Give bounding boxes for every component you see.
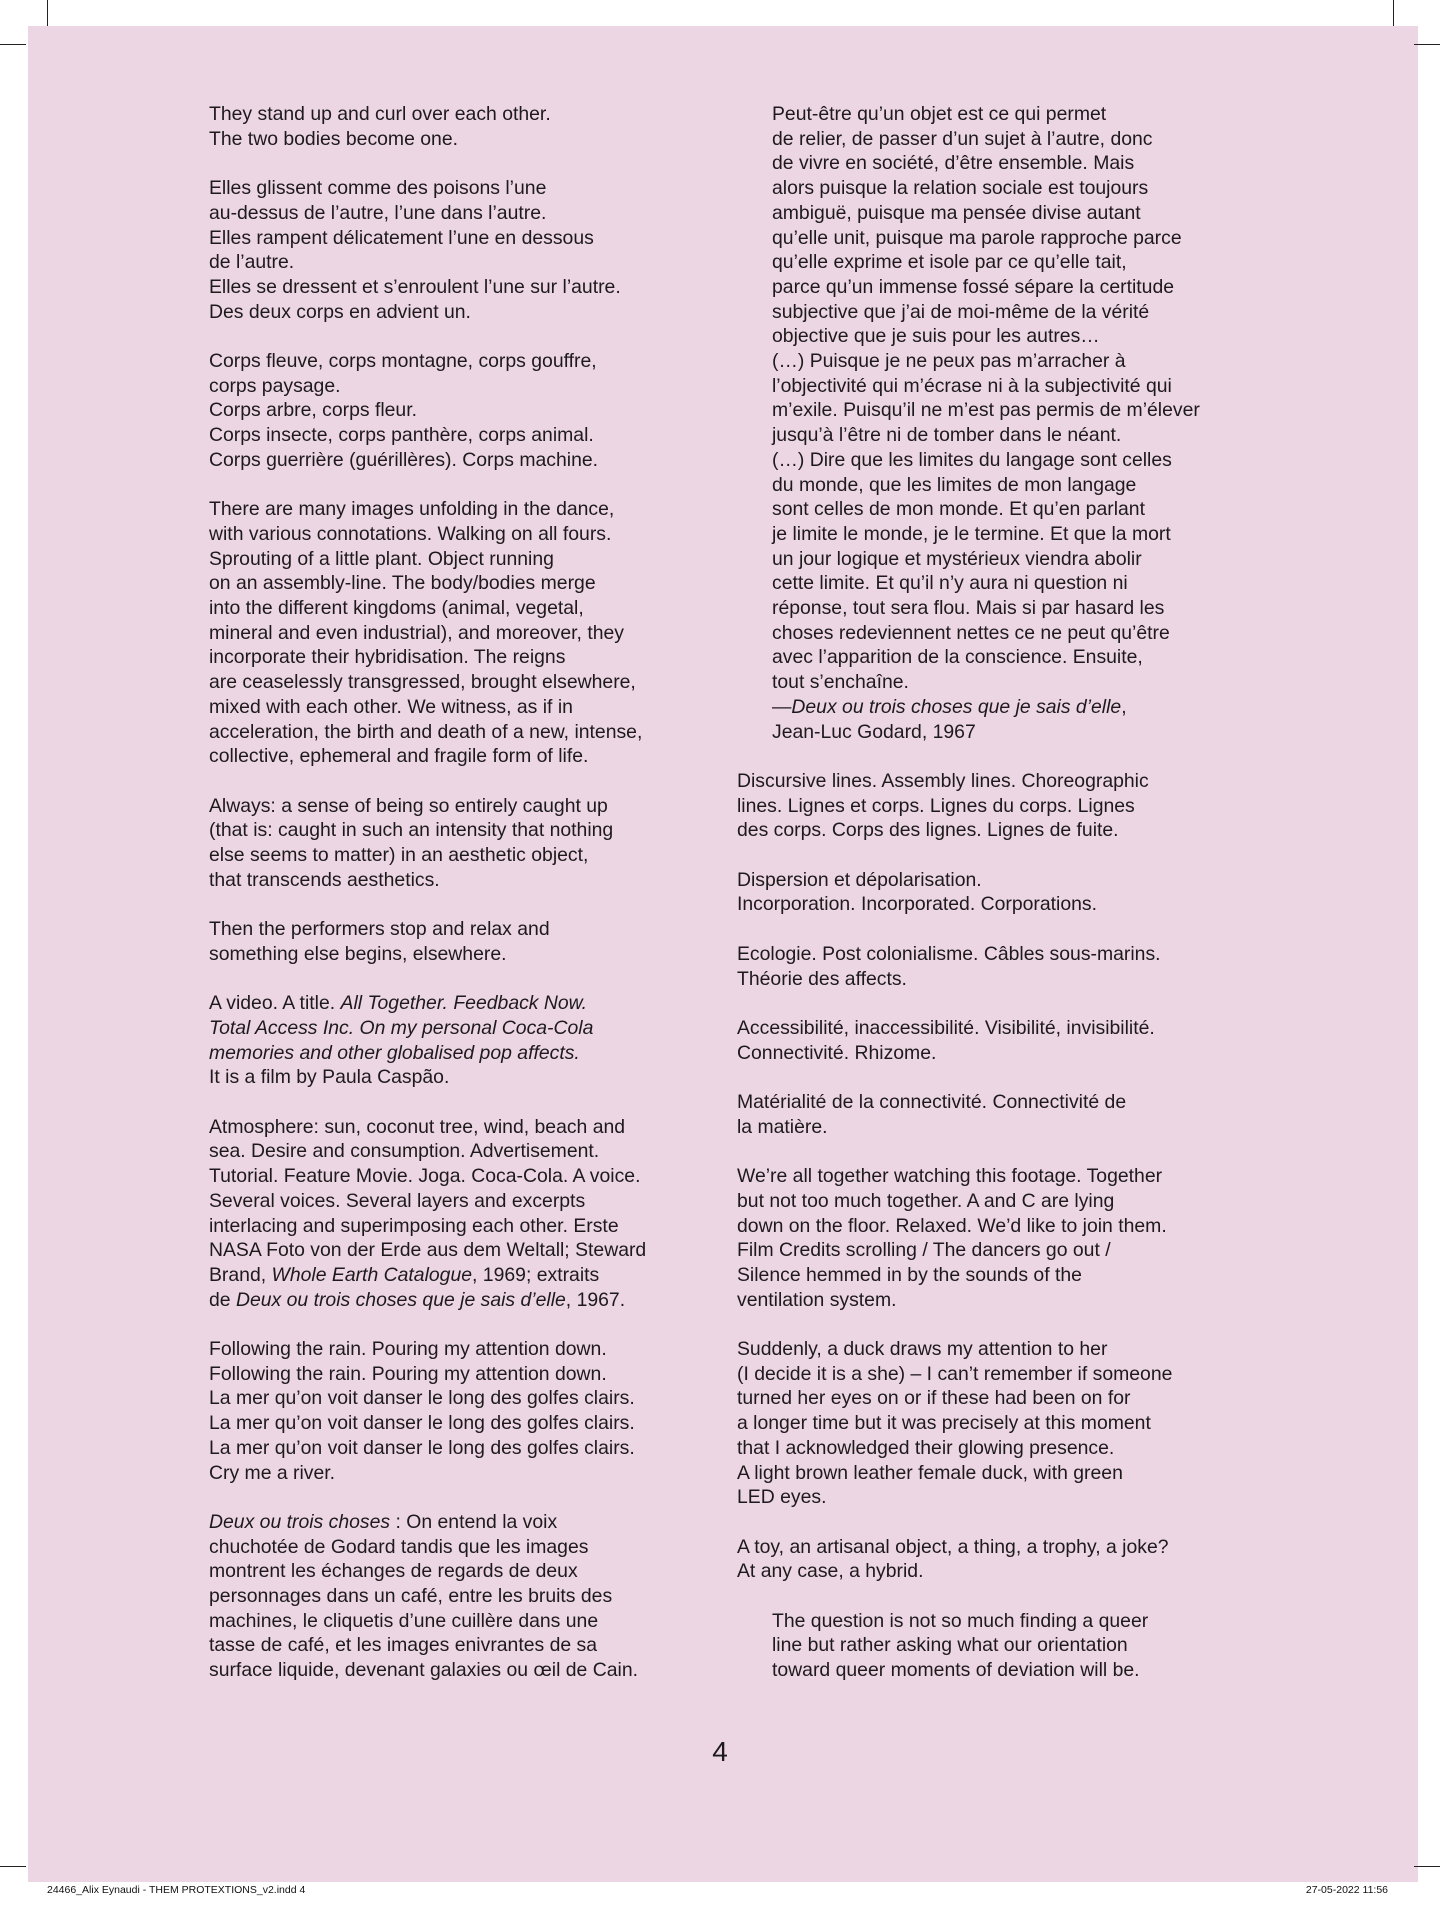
text-line — [737, 1090, 1249, 1115]
text: Corps fleuve, corps montagne, corps gouffre, — [209, 350, 597, 372]
text: The two bodies become one. — [209, 127, 459, 150]
text-line — [209, 571, 709, 596]
italic-text: Total Access Inc. On my personal Coca-Cola — [209, 1016, 594, 1039]
text: de l’autre. — [209, 251, 295, 274]
text: je limite le monde, je le termine. Et que la mort — [772, 522, 1171, 545]
text: The question is not so much finding a queer — [772, 1609, 1149, 1632]
text-line — [737, 942, 1249, 967]
text-line — [209, 621, 709, 646]
text-line — [209, 1535, 709, 1560]
text-line — [772, 1633, 1249, 1658]
text: , 1967. — [565, 1288, 626, 1311]
text-line — [772, 398, 1249, 423]
text-line — [209, 374, 709, 399]
text-line — [737, 818, 1249, 843]
text-line — [209, 596, 709, 621]
text-line — [209, 1436, 709, 1461]
text-line — [737, 868, 1249, 893]
text: sea. Desire and consumption. Advertisement. — [209, 1140, 600, 1163]
text-line — [772, 275, 1249, 300]
text-line — [772, 176, 1249, 201]
paragraph — [209, 1510, 709, 1683]
closing-quote — [737, 1609, 1249, 1683]
text: (…) Dire que les limites du langage sont celles — [772, 448, 1172, 471]
text-line — [737, 1164, 1249, 1189]
text: Ecologie. Post colonialisme. Câbles sous-marins. — [737, 942, 1161, 965]
text: montrent les échanges de regards de deux — [209, 1560, 578, 1583]
text: tasse de café, et les images enivrantes de sa — [209, 1634, 598, 1657]
text-line — [737, 1411, 1249, 1436]
text-line — [772, 596, 1249, 621]
text-line — [772, 720, 1249, 745]
text: machines, le cliquetis d’une cuillère dans une — [209, 1609, 599, 1632]
text-line — [209, 695, 709, 720]
text-line — [737, 1214, 1249, 1239]
text: : On entend la voix — [390, 1510, 558, 1533]
text: Corps arbre, corps fleur. — [209, 399, 417, 422]
text-line — [772, 621, 1249, 646]
text: Corps guerrière (guérillères). Corps machine. — [209, 448, 599, 471]
text-line — [209, 670, 709, 695]
text: NASA Foto von der Erde aus dem Weltall; Steward — [209, 1239, 647, 1262]
crop-mark-bottom-right-horizontal — [1414, 1866, 1440, 1867]
text: la matière. — [737, 1115, 828, 1138]
text-line — [737, 1337, 1249, 1362]
text: Matérialité de la connectivité. Connectivité de — [737, 1091, 1127, 1114]
text: qu’elle exprime et isole par ce qu’elle tait, — [772, 251, 1127, 274]
text-line — [209, 423, 709, 448]
text: with various connotations. Walking on all fours. — [209, 522, 612, 545]
text: Accessibilité, inaccessibilité. Visibilité, invisibilité. — [737, 1016, 1155, 1039]
text-line — [772, 547, 1249, 572]
text: Connectivité. Rhizome. — [737, 1041, 937, 1064]
text-line — [209, 1016, 709, 1041]
text-line — [772, 250, 1249, 275]
text: Jean-Luc Godard, 1967 — [772, 720, 976, 743]
paragraph — [209, 176, 709, 324]
text-line — [772, 448, 1249, 473]
text: something else begins, elsewhere. — [209, 942, 507, 965]
text: Silence hemmed in by the sounds of the — [737, 1263, 1082, 1286]
crop-mark-top-right-horizontal — [1414, 44, 1440, 45]
text: m’exile. Puisqu’il ne m’est pas permis de m’élever — [772, 399, 1200, 422]
text: (…) Puisque je ne peux pas m’arracher à — [772, 350, 1126, 373]
text: choses redeviennent nettes ce ne peut qu’être — [772, 621, 1170, 644]
text: personnages dans un café, entre les bruits des — [209, 1585, 613, 1608]
paragraph — [737, 1535, 1249, 1584]
text-line — [772, 127, 1249, 152]
text: Following the rain. Pouring my attention down. — [209, 1362, 607, 1385]
text-line — [772, 102, 1249, 127]
text: acceleration, the birth and death of a new, intense, — [209, 720, 643, 743]
text: La mer qu’on voit danser le long des golfes clairs. — [209, 1387, 635, 1410]
text: mixed with each other. We witness, as if in — [209, 695, 573, 718]
text-line — [772, 473, 1249, 498]
text: Elles rampent délicatement l’une en dessous — [209, 226, 594, 249]
text: avec l’apparition de la conscience. Ensuite, — [772, 646, 1143, 669]
text: ambiguë, puisque ma pensée divise autant — [772, 201, 1141, 224]
text-line — [772, 497, 1249, 522]
text-line — [209, 1609, 709, 1634]
paragraph — [209, 794, 709, 893]
text: LED eyes. — [737, 1486, 827, 1509]
text: Brand, — [209, 1263, 272, 1286]
paragraph — [209, 497, 709, 769]
text: mineral and even industrial), and moreover, they — [209, 621, 624, 644]
text: Corps insecte, corps panthère, corps animal. — [209, 424, 594, 447]
text: Elles se dressent et s’enroulent l’une sur l’autre. — [209, 275, 621, 298]
text-line — [737, 892, 1249, 917]
crop-mark-top-left-vertical — [47, 0, 48, 26]
page-number: 4 — [712, 1736, 728, 1767]
text: tout s’enchaîne. — [772, 671, 909, 694]
text-line — [772, 324, 1249, 349]
paragraph — [209, 102, 709, 151]
text-line — [209, 102, 709, 127]
text-line — [209, 1189, 709, 1214]
text-line — [209, 1288, 709, 1313]
text-line — [737, 1535, 1249, 1560]
right-column — [737, 102, 1249, 1683]
text-line — [209, 176, 709, 201]
text: (that is: caught in such an intensity that nothing — [209, 819, 614, 842]
text-line — [737, 1263, 1249, 1288]
text: Elles glissent comme des poisons l’une — [209, 177, 547, 200]
text: Film Credits scrolling / The dancers go out / — [737, 1239, 1111, 1262]
text-line — [209, 720, 709, 745]
text-line — [737, 769, 1249, 794]
italic-text: Deux ou trois choses que je sais d’elle — [235, 1288, 566, 1311]
text: Atmosphere: sun, coconut tree, wind, beach and — [209, 1115, 626, 1138]
text: Then the performers stop and relax and — [209, 918, 550, 941]
text: lines. Lignes et corps. Lignes du corps. Lignes — [737, 794, 1135, 817]
text-line — [209, 917, 709, 942]
text-line — [737, 1386, 1249, 1411]
text: Suddenly, a duck draws my attention to her — [737, 1338, 1108, 1361]
text-line — [209, 226, 709, 251]
paragraph — [209, 991, 709, 1090]
text-line — [209, 1337, 709, 1362]
text: incorporate their hybridisation. The reigns — [209, 646, 566, 669]
text-line — [737, 1288, 1249, 1313]
text: un jour logique et mystérieux viendra abolir — [772, 547, 1142, 570]
text-line — [209, 1559, 709, 1584]
left-column — [209, 102, 709, 1683]
text-line — [209, 1263, 709, 1288]
paragraph — [737, 1337, 1249, 1510]
text: Incorporation. Incorporated. Corporations. — [737, 893, 1098, 916]
text-line — [772, 151, 1249, 176]
text: l’objectivité qui m’écrase ni à la subjectivité qui — [772, 374, 1172, 397]
text: Des deux corps en advient un. — [209, 300, 471, 323]
text-line — [772, 645, 1249, 670]
text-line — [209, 1362, 709, 1387]
text: qu’elle unit, puisque ma parole rapproche parce — [772, 226, 1182, 249]
paragraph — [737, 1016, 1249, 1065]
text-line — [737, 1041, 1249, 1066]
text: surface liquide, devenant galaxies ou œil de Cain. — [209, 1659, 638, 1682]
text: Tutorial. Feature Movie. Joga. Coca-Cola. A voice. — [209, 1165, 641, 1188]
text-line — [772, 423, 1249, 448]
text: objective que je suis pour les autres… — [772, 325, 1100, 348]
text: réponse, tout sera flou. Mais si par hasard les — [772, 597, 1165, 620]
text-line — [209, 275, 709, 300]
text-line — [737, 1016, 1249, 1041]
text-line — [772, 571, 1249, 596]
text: turned her eyes on or if these had been on for — [737, 1387, 1131, 1410]
slug-file-info: 24466_Alix Eynaudi - THEM PROTEXTIONS_v2.indd 4 — [47, 1884, 306, 1896]
text-line — [772, 226, 1249, 251]
text-line — [737, 1436, 1249, 1461]
text: are ceaselessly transgressed, brought elsewhere, — [209, 671, 636, 694]
text: ventilation system. — [737, 1288, 897, 1311]
text: that transcends aesthetics. — [209, 868, 440, 891]
text: Several voices. Several layers and excerpts — [209, 1189, 586, 1212]
text: Sprouting of a little plant. Object running — [209, 547, 554, 570]
text-line — [737, 1238, 1249, 1263]
italic-text: Deux ou trois choses que je sais d’elle — [791, 695, 1122, 718]
text-line — [772, 374, 1249, 399]
text-line — [209, 1658, 709, 1683]
text: au-dessus de l’autre, l’une dans l’autre. — [209, 201, 547, 224]
text-line — [737, 967, 1249, 992]
text: parce qu’un immense fossé sépare la certitude — [772, 275, 1175, 298]
text: de relier, de passer d’un sujet à l’autre, donc — [772, 127, 1153, 150]
text-line — [209, 1411, 709, 1436]
text-line — [209, 497, 709, 522]
text-line — [209, 1041, 709, 1066]
text-line — [209, 868, 709, 893]
text: but not too much together. A and C are lying — [737, 1189, 1115, 1212]
text-line — [209, 1115, 709, 1140]
text: It is a film by Paula Caspão. — [209, 1066, 450, 1089]
text-line — [209, 645, 709, 670]
text: de — [209, 1288, 236, 1311]
italic-text: All Together. Feedback Now. — [340, 992, 587, 1015]
text-line — [209, 1065, 709, 1090]
text: A light brown leather female duck, with green — [737, 1461, 1123, 1484]
text-line — [772, 1609, 1249, 1634]
text-line — [772, 300, 1249, 325]
text-line — [772, 695, 1249, 720]
text: alors puisque la relation sociale est toujours — [772, 177, 1149, 200]
crop-mark-top-left-horizontal — [0, 44, 26, 45]
text-line — [737, 1362, 1249, 1387]
paragraph — [737, 769, 1249, 843]
text-line — [737, 1189, 1249, 1214]
paragraph — [737, 868, 1249, 917]
text: interlacing and superimposing each other. Erste — [209, 1214, 619, 1237]
text-line — [772, 670, 1249, 695]
text: else seems to matter) in an aesthetic object, — [209, 844, 589, 867]
text: La mer qu’on voit danser le long des golfes clairs. — [209, 1412, 635, 1435]
text-line — [209, 818, 709, 843]
slug-date-info: 27-05-2022 11:56 — [1305, 1884, 1388, 1896]
text-line — [737, 1115, 1249, 1140]
text: — — [772, 695, 792, 718]
text-line — [737, 1485, 1249, 1510]
paragraph — [209, 349, 709, 473]
text: A video. A title. — [209, 992, 341, 1015]
text: La mer qu’on voit danser le long des golfes clairs. — [209, 1436, 635, 1459]
text: down on the floor. Relaxed. We’d like to join them. — [737, 1214, 1167, 1237]
text: toward queer moments of deviation will be. — [772, 1659, 1140, 1682]
paragraph — [209, 1337, 709, 1485]
text: collective, ephemeral and fragile form of life. — [209, 745, 589, 768]
text-line — [772, 1658, 1249, 1683]
text: Dispersion et dépolarisation. — [737, 868, 982, 891]
text: that I acknowledged their glowing presence. — [737, 1436, 1115, 1459]
text: corps paysage. — [209, 374, 341, 397]
text-line — [209, 547, 709, 572]
paragraph — [737, 1164, 1249, 1312]
text: du monde, que les limites de mon langage — [772, 473, 1137, 496]
text: Théorie des affects. — [737, 967, 907, 990]
text-line — [209, 1461, 709, 1486]
text-line — [209, 794, 709, 819]
text-line — [209, 398, 709, 423]
text-line — [209, 942, 709, 967]
text: Following the rain. Pouring my attention down. — [209, 1338, 607, 1361]
text: des corps. Corps des lignes. Lignes de fuite. — [737, 819, 1119, 842]
crop-mark-top-right-vertical — [1393, 0, 1394, 26]
text-line — [209, 1214, 709, 1239]
text-line — [209, 300, 709, 325]
text: on an assembly-line. The body/bodies merge — [209, 572, 596, 595]
paragraph — [737, 942, 1249, 991]
text: They stand up and curl over each other. — [209, 103, 551, 125]
text-line — [209, 1584, 709, 1609]
paragraph — [209, 917, 709, 966]
text-line — [772, 522, 1249, 547]
right-column-paragraphs — [737, 769, 1249, 1584]
text-line — [209, 1633, 709, 1658]
text-line — [209, 1386, 709, 1411]
text: (I decide it is a she) – I can’t remember if someone — [737, 1362, 1173, 1385]
paragraph — [209, 1115, 709, 1313]
italic-text: Whole Earth Catalogue — [271, 1263, 473, 1286]
italic-text: memories and other globalised pop affects. — [209, 1041, 580, 1064]
text-line — [209, 201, 709, 226]
text-line — [209, 744, 709, 769]
text: A toy, an artisanal object, a thing, a trophy, a joke? — [737, 1535, 1169, 1558]
text: sont celles de mon monde. Et qu’en parlant — [772, 498, 1145, 521]
text: There are many images unfolding in the dance, — [209, 498, 615, 521]
text: We’re all together watching this footage. Together — [737, 1165, 1163, 1188]
text-line — [772, 201, 1249, 226]
text: Always: a sense of being so entirely caught up — [209, 794, 608, 817]
text-line — [209, 1238, 709, 1263]
text: line but rather asking what our orientation — [772, 1634, 1128, 1657]
text-line — [209, 127, 709, 152]
text-line — [737, 1559, 1249, 1584]
text: into the different kingdoms (animal, vegetal, — [209, 597, 584, 620]
paragraph — [737, 1090, 1249, 1139]
text-line — [737, 1461, 1249, 1486]
text-line — [209, 448, 709, 473]
godard-quote — [737, 102, 1249, 744]
text-line — [209, 991, 709, 1016]
text: cette limite. Et qu’il n’y aura ni question ni — [772, 572, 1128, 595]
italic-text: Deux ou trois choses — [209, 1510, 391, 1533]
text: subjective que j’ai de moi-même de la vérité — [772, 300, 1150, 323]
text: chuchotée de Godard tandis que les images — [209, 1535, 589, 1558]
text-line — [772, 349, 1249, 374]
text-line — [209, 522, 709, 547]
text-line — [209, 1510, 709, 1535]
text: At any case, a hybrid. — [737, 1560, 924, 1583]
crop-mark-bottom-left-horizontal — [0, 1866, 26, 1867]
text-line — [209, 1164, 709, 1189]
text-line — [737, 794, 1249, 819]
text: Cry me a river. — [209, 1461, 336, 1484]
text: a longer time but it was precisely at this moment — [737, 1412, 1151, 1435]
text-line — [209, 1139, 709, 1164]
text: , 1969; extraits — [472, 1263, 600, 1286]
text: Discursive lines. Assembly lines. Choreographic — [737, 769, 1149, 792]
text-line — [209, 250, 709, 275]
text: jusqu’à l’être ni de tomber dans le néant. — [772, 424, 1122, 447]
text-line — [209, 843, 709, 868]
text: , — [1121, 695, 1127, 718]
text: de vivre en société, d’être ensemble. Mais — [772, 152, 1135, 175]
text-line — [209, 349, 709, 374]
text: Peut-être qu’un objet est ce qui permet — [772, 103, 1107, 125]
